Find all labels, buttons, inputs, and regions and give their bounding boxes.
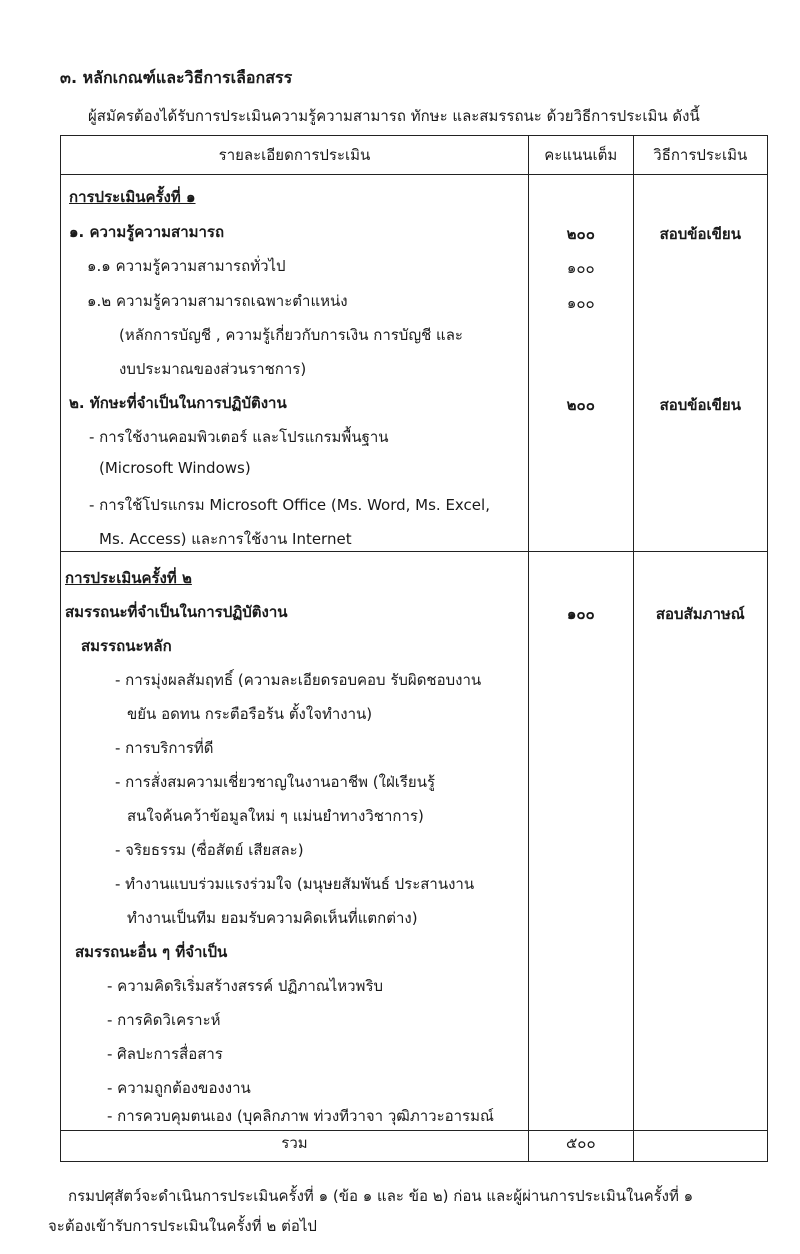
core-achievement-1: - การมุ่งผลสัมฤทธิ์ (ความละเอียดรอบคอบ รับผิดชอบงาน [115,671,482,689]
skill-computer-1: - การใช้งานคอมพิวเตอร์ และโปรแกรมพื้นฐาน [89,428,389,446]
other-competency-heading: สมรรถนะอื่น ๆ ที่จำเป็น [75,943,228,961]
knowledge-method: สอบข้อเขียน [659,225,741,243]
core-competency-heading: สมรรถนะหลัก [81,637,172,655]
competency-method: สอบสัมภาษณ์ [655,605,745,623]
skill-computer-2: (Microsoft Windows) [99,459,251,477]
other-accuracy: - ความถูกต้องของงาน [107,1079,251,1097]
core-expertise-2: สนใจค้นคว้าข้อมูลใหม่ ๆ แม่นยำทางวิชาการ) [127,807,424,825]
knowledge-specific-score: ๑๐๐ [566,294,595,312]
knowledge-specific: ๑.๒ ความรู้ความสามารถเฉพาะตำแหน่ง [87,292,348,310]
other-analysis: - การคิดวิเคราะห์ [107,1011,221,1029]
knowledge-general: ๑.๑ ความรู้ความสามารถทั่วไป [87,257,286,275]
footer-note-line-1: กรมปศุสัตว์จะดำเนินการประเมินครั้งที่ ๑ (ข้อ ๑ และ ข้อ ๒) ก่อน และผู้ผ่านการประเมินในครั้งที่ ๑ [68,1187,694,1205]
competency-heading: สมรรถนะที่จำเป็นในการปฏิบัติงาน [65,603,288,621]
skills-heading: ๒. ทักษะที่จำเป็นในการปฏิบัติงาน [69,394,287,412]
intro-text: ผู้สมัครต้องได้รับการประเมินความรู้ความสามารถ ทักษะ และสมรรถนะ ด้วยวิธีการประเมิน ดังนี้ [88,107,700,125]
section-heading: ๓. หลักเกณฑ์และวิธีการเลือกสรร [60,68,293,87]
core-achievement-2: ขยัน อดทน กระตือรือร้น ตั้งใจทำงาน) [127,705,373,723]
core-service: - การบริการที่ดี [115,739,214,757]
table-header-row [61,136,768,175]
knowledge-score: ๒๐๐ [566,225,595,243]
header-details: รายละเอียดการประเมิน [61,136,529,175]
round2-row [61,552,768,1131]
knowledge-specific-detail-1: (หลักการบัญชี , ความรู้เกี่ยวกับการเงิน การบัญชี และ [119,326,463,344]
core-teamwork-2: ทำงานเป็นทีม ยอมรับความคิดเห็นที่แตกต่าง) [127,909,418,927]
round1-row [61,175,768,552]
other-creativity: - ความคิดริเริ่มสร้างสรรค์ ปฏิภาณไหวพริบ [107,977,384,995]
core-ethics: - จริยธรรม (ซื่อสัตย์ เสียสละ) [115,841,304,859]
header-full-score: คะแนนเต็ม [528,136,633,175]
total-label: รวม [61,1131,529,1162]
knowledge-specific-detail-2: งบประมาณของส่วนราชการ) [119,360,307,378]
skill-office-1: - การใช้โปรแกรม Microsoft Office (Ms. Word, Ms. Excel, [89,496,490,514]
skill-office-2: Ms. Access) และการใช้งาน Internet [99,530,352,548]
competency-score: ๑๐๐ [566,605,595,623]
core-teamwork-1: - ทำงานแบบร่วมแรงร่วมใจ (มนุษยสัมพันธ์ ประสานงาน [115,875,475,893]
skills-score: ๒๐๐ [566,396,595,414]
total-score: ๕๐๐ [528,1131,633,1162]
core-expertise-1: - การสั่งสมความเชี่ยวชาญในงานอาชีพ (ใฝ่เรียนรู้ [115,773,436,791]
round1-title: การประเมินครั้งที่ ๑ [69,188,196,206]
knowledge-general-score: ๑๐๐ [566,259,595,277]
round2-title: การประเมินครั้งที่ ๒ [65,569,192,587]
other-self-control: - การควบคุมตนเอง (บุคลิกภาพ ท่วงทีวาจา วุฒิภาวะอารมณ์ [107,1107,494,1125]
other-communication: - ศิลปะการสื่อสาร [107,1045,223,1063]
skills-method: สอบข้อเขียน [659,396,741,414]
assessment-table [60,135,768,1162]
total-method-empty [633,1131,767,1162]
total-row [61,1131,768,1162]
knowledge-heading: ๑. ความรู้ความสามารถ [69,223,225,241]
footer-note-line-2: จะต้องเข้ารับการประเมินในครั้งที่ ๒ ต่อไป [48,1217,317,1235]
header-method: วิธีการประเมิน [633,136,767,175]
